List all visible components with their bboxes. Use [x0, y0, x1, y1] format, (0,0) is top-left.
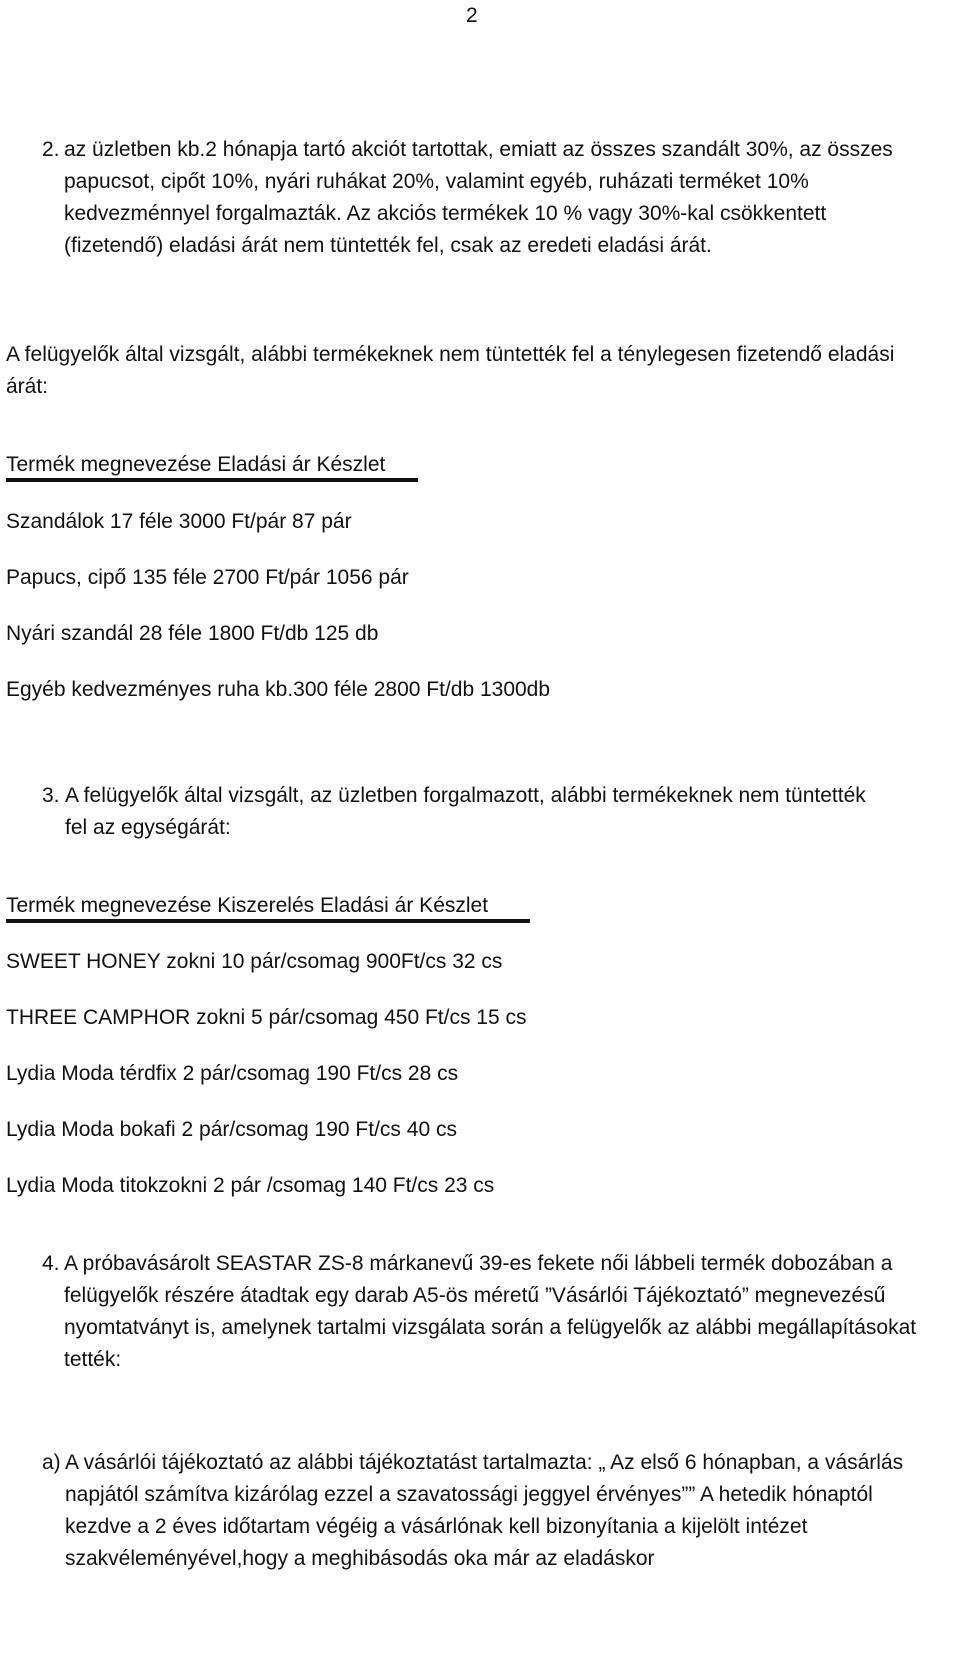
- paragraph: A felügyelők által vizsgált, alábbi termékeknek nem tüntették fel a ténylegesen fizetendő eladási árát:: [6, 343, 895, 398]
- list-text: az üzletben kb.2 hónapja tartó akciót tartottak, emiatt az összes szandált 30%, az összes papucsot, cipőt 10%, nyári ruhákat 20%, valamint egyéb, ruházati terméket 10% kedvezménnyel forgalmazták. Az akciós termékek 10 % vagy 30%-kal csökkentett (fizetendő) eladási árát nem tüntették fel, csak az eredeti eladási árát.: [64, 138, 893, 257]
- header-underline: [6, 478, 418, 482]
- list-text: A próbavásárolt SEASTAR ZS-8 márkanevű 39-es fekete női lábbeli termék dobozában a felügyelők részére átadtak egy darab A5-ös méretű ”Vásárlói Tájékoztató” megnevezésű nyomtatványt is, amelynek tartalmi vizsgálata során a felügyelők az alábbi megállapításokat tették:: [64, 1252, 917, 1371]
- table-row: Szandálok 17 féle 3000 Ft/pár 87 pár: [6, 510, 352, 533]
- table-header: Termék megnevezése Kiszerelés Eladási ár Készlet: [6, 894, 489, 917]
- table-row: Lydia Moda titokzokni 2 pár /csomag 140 Ft/cs 23 cs: [6, 1174, 495, 1197]
- list-item-3: [42, 780, 942, 850]
- list-text: A felügyelők által vizsgált, az üzletben forgalmazott, alábbi termékeknek nem tüntették fel az egységárát:: [65, 784, 866, 839]
- list-number: 2.: [42, 138, 60, 161]
- table-row: Lydia Moda bokafi 2 pár/csomag 190 Ft/cs 40 cs: [6, 1118, 457, 1141]
- table-row: SWEET HONEY zokni 10 pár/csomag 900Ft/cs 32 cs: [6, 950, 503, 973]
- list-number: 3.: [42, 784, 60, 807]
- list-number: a): [42, 1451, 61, 1474]
- table-row: Papucs, cipő 135 féle 2700 Ft/pár 1056 pár: [6, 566, 409, 589]
- table-row: Nyári szandál 28 féle 1800 Ft/db 125 db: [6, 622, 379, 645]
- list-number: 4.: [42, 1252, 60, 1275]
- page-number: 2: [466, 4, 478, 27]
- header-underline: [6, 919, 530, 923]
- table-header: Termék megnevezése Eladási ár Készlet: [6, 453, 386, 476]
- table-row: Lydia Moda térdfix 2 pár/csomag 190 Ft/cs 28 cs: [6, 1062, 459, 1085]
- list-item-2: [42, 134, 942, 299]
- list-item-a: [42, 1447, 942, 1678]
- list-item-4: [42, 1248, 942, 1383]
- list-text: A vásárlói tájékoztató az alábbi tájékoztatást tartalmazta: „ Az első 6 hónapban, a vásárlás napjától számítva kizárólag ezzel a szavatossági jeggyel érvényes”” A hetedik hónaptól kezdve a 2 éves időtartam végéig a vásárlónak kell bizonyítania a kijelölt intézet szakvéleményével,hogy a meghibásodás oka már az eladáskor: [65, 1451, 904, 1570]
- table-row: THREE CAMPHOR zokni 5 pár/csomag 450 Ft/cs 15 cs: [6, 1006, 527, 1029]
- table-row: Egyéb kedvezményes ruha kb.300 féle 2800 Ft/db 1300db: [6, 678, 551, 701]
